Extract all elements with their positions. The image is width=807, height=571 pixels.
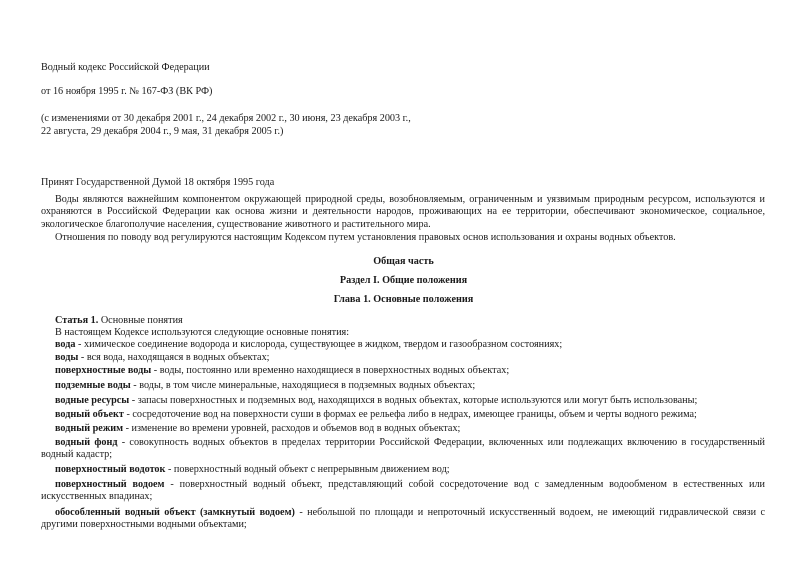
- definition-item: [41, 479, 765, 504]
- definition-term: воды: [55, 352, 79, 363]
- article-label: Статья 1.: [55, 315, 99, 326]
- adoption-date: Принят Государственной Думой 18 октября 1995 года: [41, 177, 275, 188]
- definition-term: подземные воды: [55, 380, 131, 391]
- definition-item: [41, 507, 765, 532]
- definition-text: - поверхностный водный объект с непрерывным движением вод;: [165, 464, 450, 475]
- preamble-paragraph-2: Отношения по поводу вод регулируются настоящим Кодексом путем установления правовых основ использования и охраны водных объектов.: [55, 232, 676, 243]
- definition-term: водный режим: [55, 423, 124, 434]
- definition-text: - запасы поверхностных и подземных вод, находящихся в водных объектах, которые используются или могут быть использованы;: [129, 395, 698, 406]
- definition-term: вода: [55, 339, 76, 350]
- definition-item: [41, 464, 765, 476]
- amendments-line-2: 22 августа, 29 декабря 2004 г., 9 мая, 31 декабря 2005 г.): [41, 126, 284, 137]
- definition-text: - воды, постоянно или временно находящиеся в поверхностных водных объектах;: [151, 365, 510, 376]
- definition-term: поверхностный водоток: [55, 464, 166, 475]
- definition-term: обособленный водный объект (замкнутый водоем): [55, 507, 295, 518]
- article-intro: В настоящем Кодексе используются следующие основные понятия:: [55, 327, 350, 338]
- definition-text: - химическое соединение водорода и кислорода, существующее в жидком, твердом и газообразном состояниях;: [75, 339, 563, 350]
- heading-section: Раздел I. Общие положения: [339, 275, 468, 286]
- definition-text: - вся вода, находящаяся в водных объектах;: [78, 352, 270, 363]
- definition-text: - небольшой по площади и непроточный искусственный водоем, не имеющий гидравлической связи с другими поверхностными водными объектами;: [41, 507, 766, 531]
- definition-item: [41, 437, 765, 462]
- preamble-paragraph-1: Воды являются важнейшим компонентом окружающей природной среды, возобновляемым, ограниченным и уязвимым природным ресурсом, используются и охраняются в Российской Федерации как основа жизни и деятельности народов, проживающих на ее территории, обеспечивают экономическое, социальное, экологическое благополучие населения, существование животного и растительного мира.: [41, 194, 765, 230]
- heading-general-part: Общая часть: [373, 256, 434, 267]
- definition-term: водные ресурсы: [55, 395, 130, 406]
- definition-text: - воды, в том числе минеральные, находящиеся в подземных водных объектах;: [130, 380, 476, 391]
- definition-term: поверхностный водоем: [55, 479, 165, 490]
- definition-item: [41, 409, 765, 421]
- article-heading: [41, 315, 765, 327]
- definition-item: [41, 395, 765, 407]
- definition-text: - изменение во времени уровней, расходов и объемов вод в водных объектах;: [123, 423, 461, 434]
- definition-term: поверхностные воды: [55, 365, 152, 376]
- heading-chapter: Глава 1. Основные положения: [333, 294, 474, 305]
- amendments-line-1: (с изменениями от 30 декабря 2001 г., 24 декабря 2002 г., 30 июня, 23 декабря 2003 г.,: [41, 113, 411, 124]
- document-title: Водный кодекс Российской Федерации: [41, 62, 210, 73]
- definition-item: [41, 339, 765, 351]
- definition-term: водный объект: [55, 409, 124, 420]
- definition-text: - сосредоточение вод на поверхности суши в формах ее рельефа либо в недрах, имеющее границы, объем и черты водного режима;: [123, 409, 697, 420]
- definition-item: [41, 365, 765, 377]
- law-number: от 16 ноября 1995 г. № 167-ФЗ (ВК РФ): [41, 86, 213, 97]
- article-title: Основные понятия: [98, 315, 183, 326]
- definition-item: [41, 423, 765, 435]
- definition-text: - поверхностный водный объект, представляющий собой сосредоточение вод с замедленным водообменом в естественных или искусственных впадинах;: [41, 479, 765, 503]
- definition-item: [41, 380, 765, 392]
- definition-item: [41, 352, 765, 364]
- definition-term: водный фонд: [55, 437, 118, 448]
- definition-text: - совокупность водных объектов в пределах территории Российской Федерации, включенных или подлежащих включению в государственный водный кадастр;: [41, 437, 765, 461]
